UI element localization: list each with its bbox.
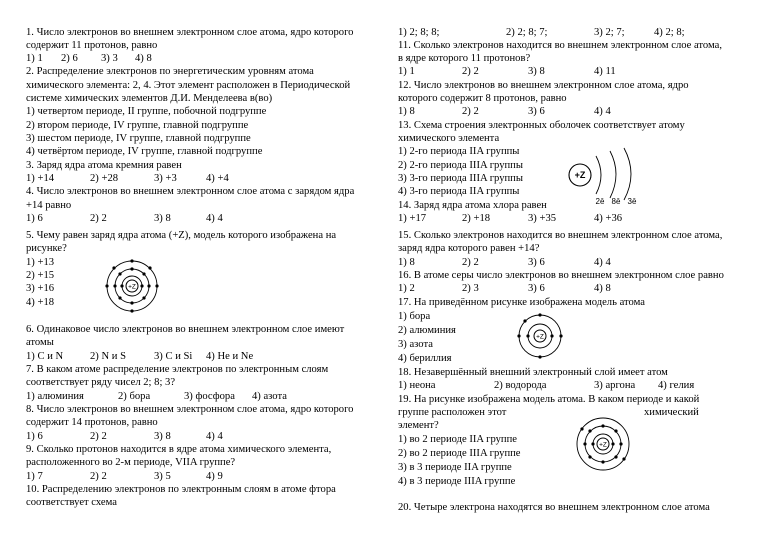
q11-option-4: 4) 11: [594, 66, 616, 77]
q4-text-line2: +14 равно: [26, 200, 72, 211]
q15-options: [398, 257, 758, 269]
q14-text-line1: 14. Заряд ядра атома хлора равен: [398, 200, 547, 211]
q4-option-2: 2) 2: [90, 213, 107, 224]
q16-option-2: 2) 3: [462, 283, 479, 294]
q12-options: [398, 106, 758, 118]
q15-text-line1: 15. Сколько электронов находится во внешнем электронном слое атома,: [398, 230, 723, 241]
q6-option-2: 2) N и S: [90, 351, 126, 362]
q17-nucleus-label: +Z: [536, 333, 544, 341]
q8-option-2: 2) 2: [90, 431, 107, 442]
q1-option-3: 3) 3: [101, 53, 118, 64]
q5-option-3: 3) +16: [26, 283, 55, 294]
q1-text-line1: 1. Число электронов во внешнем электронном слое атома, ядро которого: [26, 27, 354, 38]
q8-text-line2: содержит 14 протонов, равно: [26, 417, 158, 428]
q17-option-1: 1) бора: [398, 311, 431, 322]
q3-option-3: 3) +3: [154, 173, 177, 184]
q17-option-2: 2) алюминия: [398, 325, 456, 336]
q3-options: [26, 173, 376, 185]
q19-text-line3: элемент?: [398, 420, 439, 431]
q19-text-line2-right: химический: [644, 407, 699, 418]
q11-text-line1: 11. Сколько электронов находится во внешнем электронном слое атома,: [398, 40, 722, 51]
q15-text-line2: заряд ядра которого равен +14?: [398, 243, 540, 254]
q13-shell-label-2: 8ē: [611, 197, 621, 206]
q5-text-line1: 5. Чему равен заряд ядра атома (+Z), модель которого изображена на: [26, 230, 337, 241]
q9-option-4: 4) 9: [206, 471, 223, 482]
q13-nucleus-label: +Z: [574, 170, 586, 180]
q13-text-line2: химического элемента: [398, 133, 500, 144]
q10-text-line2: соответствует схема: [26, 497, 117, 508]
q4-option-1: 1) 6: [26, 213, 43, 224]
q11-options: [398, 66, 758, 78]
q1-text-line2: содержит 11 протонов, равно: [26, 40, 158, 51]
q6-text-line2: атомы: [26, 337, 54, 348]
q16-option-1: 1) 2: [398, 283, 415, 294]
q18-option-1: 1) неона: [398, 380, 436, 391]
q13-option-1: 1) 2-го периода IIA группы: [398, 146, 520, 157]
q19-text-line2-left: группе расположен этот: [398, 407, 507, 418]
q14-option-3: 3) +35: [528, 213, 557, 224]
q9-option-2: 2) 2: [90, 471, 107, 482]
q10-option-1: 1) 2; 8; 8;: [398, 27, 440, 38]
q12-text-line1: 12. Число электронов во внешнем электронном слое атома, ядро: [398, 80, 689, 91]
q15-option-4: 4) 4: [594, 257, 611, 268]
q9-text-line1: 9. Сколько протонов находится в ядре атома химического элемента,: [26, 444, 332, 455]
q7-option-4: 4) азота: [252, 391, 287, 402]
q1-options: [26, 53, 376, 65]
q2-option-4: 4) четвёртом периоде, IV группе, главной подгруппе: [26, 146, 263, 157]
q13-option-4: 4) 3-го периода IIA группы: [398, 186, 520, 197]
q6-option-1: 1) C и N: [26, 351, 64, 362]
q12-text-line2: которого содержит 8 протонов, равно: [398, 93, 567, 104]
q13-shell-label-1: 2ē: [595, 197, 605, 206]
q18-options: [398, 380, 758, 392]
q14-option-2: 2) +18: [462, 213, 491, 224]
q5-option-4: 4) +18: [26, 297, 55, 308]
q16-options: [398, 283, 758, 295]
q19-option-1: 1) во 2 периоде IIA группе: [398, 434, 517, 445]
q19-atom-model: [574, 415, 632, 473]
q8-option-1: 1) 6: [26, 431, 43, 442]
q19-option-2: 2) во 2 периоде IIIA группе: [398, 448, 521, 459]
q10-options: [398, 27, 758, 39]
q12-option-4: 4) 4: [594, 106, 611, 117]
q1-option-4: 4) 8: [135, 53, 152, 64]
q4-text-line1: 4. Число электронов во внешнем электронном слое атома с зарядом ядра: [26, 186, 355, 197]
q7-text-line1: 7. В каком атоме распределение электронов по электронным слоям: [26, 364, 329, 375]
q12-option-3: 3) 6: [528, 106, 545, 117]
q11-option-3: 3) 8: [528, 66, 545, 77]
q4-option-4: 4) 4: [206, 213, 223, 224]
q2-text-line2: химического элемента: 2, 4. Этот элемент расположен в Периодической: [26, 80, 351, 91]
q4-options: [26, 213, 376, 225]
q7-option-3: 3) фосфора: [184, 391, 235, 402]
q5-nucleus-label: +Z: [128, 283, 136, 291]
q11-option-1: 1) 1: [398, 66, 415, 77]
q19-nucleus-label: +Z: [599, 441, 607, 449]
q5-atom-model: [104, 258, 160, 314]
q9-text-line2: расположенного во 2-м периоде, VIIA группе?: [26, 457, 236, 468]
q19-option-4: 4) в 3 периоде IIIA группе: [398, 476, 516, 487]
q3-option-2: 2) +28: [90, 173, 119, 184]
q14-options: [398, 213, 758, 225]
q11-text-line2: в ядре которого 11 протонов?: [398, 53, 531, 64]
q15-option-1: 1) 8: [398, 257, 415, 268]
q15-option-2: 2) 2: [462, 257, 479, 268]
q13-shell-arc-1: [596, 156, 601, 194]
q14-option-4: 4) +36: [594, 213, 623, 224]
q5-option-1: 1) +13: [26, 257, 55, 268]
q2-option-1: 1) четвертом периоде, II группе, побочной подгруппе: [26, 106, 267, 117]
q2-text-line3: системе химических элементов Д.И. Менделеева в(во): [26, 93, 273, 104]
q12-option-2: 2) 2: [462, 106, 479, 117]
q6-text-line1: 6. Одинаковое число электронов во внешнем электронном слое имеют: [26, 324, 345, 335]
q18-text-line1: 18. Незавершённый внешний электронный слой имеет атом: [398, 367, 668, 378]
q8-option-4: 4) 4: [206, 431, 223, 442]
q16-option-4: 4) 8: [594, 283, 611, 294]
q18-option-2: 2) водорода: [494, 380, 547, 391]
q7-option-1: 1) алюминия: [26, 391, 84, 402]
q11-option-2: 2) 2: [462, 66, 479, 77]
q13-option-2: 2) 2-го периода IIIA группы: [398, 160, 523, 171]
q13-shell-label-3: 3ē: [627, 197, 637, 206]
q18-option-3: 3) аргона: [594, 380, 636, 391]
q8-option-3: 3) 8: [154, 431, 171, 442]
q4-option-3: 3) 8: [154, 213, 171, 224]
q2-option-2: 2) втором периоде, IV группе, главной подгруппе: [26, 120, 249, 131]
q6-option-3: 3) C и Si: [154, 351, 193, 362]
q13-option-3: 3) 3-го периода IIIA группы: [398, 173, 523, 184]
q7-options: [26, 391, 376, 403]
q5-text-line2: рисунке?: [26, 243, 67, 254]
q8-options: [26, 431, 376, 443]
q1-option-2: 2) 6: [61, 53, 78, 64]
q13-shell-arc-2: [610, 151, 616, 198]
q10-option-3: 3) 2; 7;: [594, 27, 625, 38]
q3-option-4: 4) +4: [206, 173, 229, 184]
q13-shell-arc-3: [624, 148, 631, 200]
q6-option-4: 4) He и Ne: [206, 351, 254, 362]
q8-text-line1: 8. Число электронов во внешнем электронном слое атома, ядро которого: [26, 404, 354, 415]
q9-option-3: 3) 5: [154, 471, 171, 482]
q12-option-1: 1) 8: [398, 106, 415, 117]
q9-options: [26, 471, 376, 483]
q1-option-1: 1) 1: [26, 53, 43, 64]
q17-option-4: 4) бериллия: [398, 353, 452, 364]
q5-option-2: 2) +15: [26, 270, 55, 281]
q3-option-1: 1) +14: [26, 173, 55, 184]
q18-option-4: 4) гелия: [658, 380, 695, 391]
q19-option-3: 3) в 3 периоде IIA группе: [398, 462, 512, 473]
q9-option-1: 1) 7: [26, 471, 43, 482]
q17-option-3: 3) азота: [398, 339, 433, 350]
q2-option-3: 3) шестом периоде, IV группе, главной подгруппе: [26, 133, 251, 144]
q2-text-line1: 2. Распределение электронов по энергетическим уровням атома: [26, 66, 314, 77]
q13-text-line1: 13. Схема строения электронных оболочек соответствует атому: [398, 120, 685, 131]
q19-text-line1: 19. На рисунке изображена модель атома. В каком периоде и какой: [398, 394, 700, 405]
q10-option-4: 4) 2; 8;: [654, 27, 685, 38]
q17-atom-model: [516, 312, 564, 360]
q16-option-3: 3) 6: [528, 283, 545, 294]
q6-options: [26, 351, 376, 363]
q17-text-line1: 17. На приведённом рисунке изображена модель атома: [398, 297, 645, 308]
q20-text-line1: 20. Четыре электрона находятся во внешнем электронном слое атома: [398, 502, 710, 513]
q10-option-2: 2) 2; 8; 7;: [506, 27, 548, 38]
q15-option-3: 3) 6: [528, 257, 545, 268]
q10-text-line1: 10. Распределению электронов по электронным слоям в атоме фтора: [26, 484, 336, 495]
q16-text-line1: 16. В атоме серы число электронов во внешнем электронном слое равно: [398, 270, 724, 281]
q13-shell-scheme: [566, 148, 666, 206]
q14-option-1: 1) +17: [398, 213, 427, 224]
q7-option-2: 2) бора: [118, 391, 151, 402]
q7-text-line2: соответствует ряду чисел 2; 8; 3?: [26, 377, 176, 388]
q3-text-line1: 3. Заряд ядра атома кремния равен: [26, 160, 182, 171]
